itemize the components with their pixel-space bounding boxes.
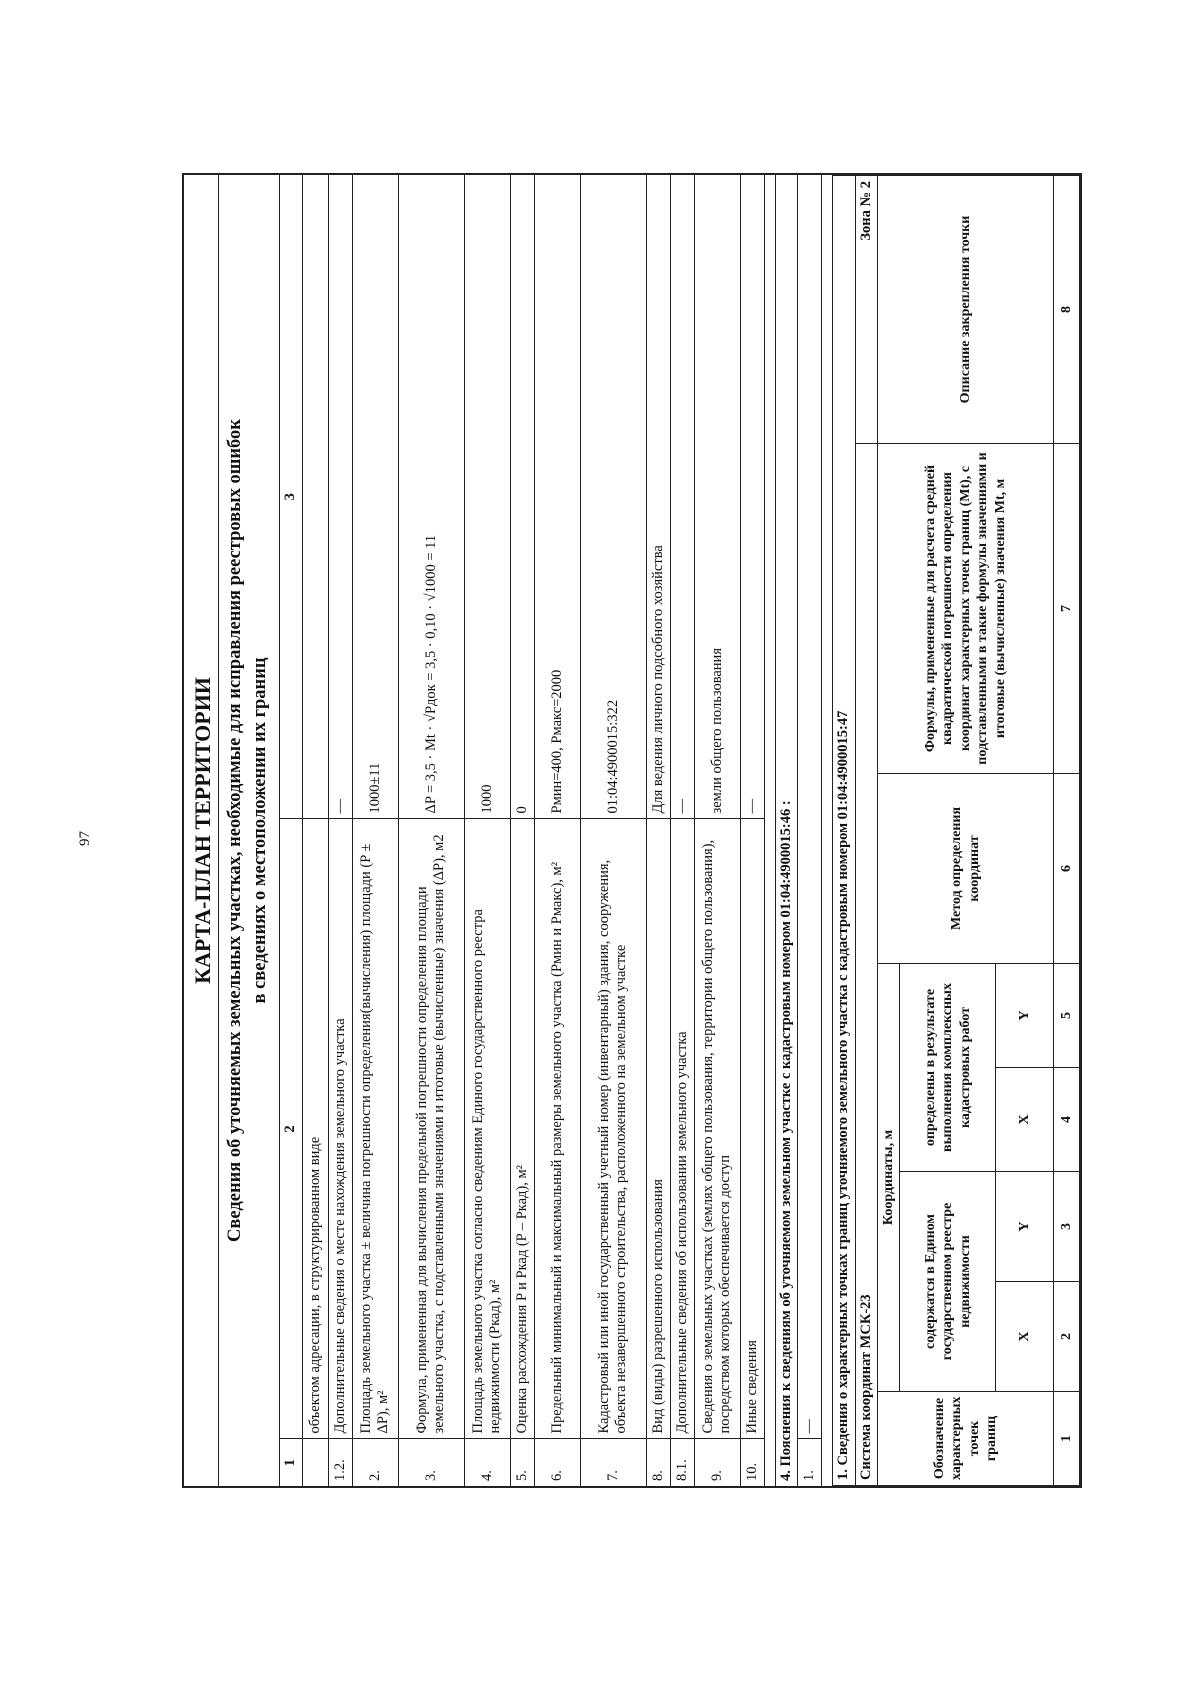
row-label: Вид (виды) разрешенного использования [646, 819, 670, 1439]
row-value [302, 174, 328, 819]
row-num: 3. [398, 1439, 464, 1487]
header-method: Метод определения координат [877, 774, 1054, 964]
row-num: 6. [534, 1439, 580, 1487]
row-value: земли общего пользования [694, 174, 740, 819]
row-value: Рмин=400, Рмакс=2000 [534, 174, 580, 819]
row-value: 0 [510, 174, 534, 819]
section-4-row-num: 1. [798, 1439, 822, 1487]
row-value: ΔP = 3,5 · Mt · √Pдок = 3,5 · 0,10 · √1000 = 11 [398, 174, 464, 819]
row-num: 8.1. [670, 1439, 694, 1487]
col-number-7: 7 [1054, 444, 1080, 774]
row-value: — [328, 174, 352, 819]
row-value: 1000±11 [352, 174, 398, 819]
row-label: объектом адресации, в структурированном виде [302, 819, 328, 1439]
document-title: КАРТА-ПЛАН ТЕРРИТОРИИ [183, 174, 219, 1487]
col-header-3: 3 [280, 174, 302, 819]
row-label: Площадь земельного участка согласно сведениям Единого государственного реестра недвижимости (Ркад), м² [464, 819, 510, 1439]
row-label: Дополнительные сведения о месте нахождения земельного участка [328, 819, 352, 1439]
col-number-8: 8 [1054, 176, 1080, 444]
header-coordinates: Координаты, м [877, 964, 900, 1392]
zone-label: Зона № 2 [855, 176, 877, 444]
row-num: 5. [510, 1439, 534, 1487]
col-header-1: 1 [280, 1439, 302, 1487]
row-num [302, 1439, 328, 1487]
header-designation: Обозначение характерных точек границ [877, 1392, 1054, 1486]
header-egrn: содержатся в Едином государственном реестре недвижимости [900, 1172, 996, 1392]
header-formula: Формулы, примененные для расчета средней квадратической погрешности определения координат характерных точек границ (Mt), с подставленными в такие формулы значениями и итоговые (вычисленные) значения Mt, м [877, 444, 1054, 774]
section-4-title: 4. Пояснения к сведениям об уточняемом земельном участке с кадастровым номером 01:04:4900015:46 : [775, 174, 797, 1487]
coordinate-system: Система координат МСК-23 [855, 444, 877, 1486]
header-x-complex: X [996, 1068, 1054, 1172]
points-table [833, 175, 1080, 1486]
page-number: 97 [77, 831, 93, 846]
row-value: Для ведения личного подсобного хозяйства [646, 174, 670, 819]
header-y-complex: Y [996, 964, 1054, 1068]
col-number-3: 3 [1054, 1172, 1080, 1282]
header-description: Описание закрепления точки [877, 176, 1054, 444]
rotated-document [182, 173, 1075, 1488]
col-number-4: 4 [1054, 1068, 1080, 1172]
header-x-egrn: X [996, 1282, 1054, 1392]
karta-plan-table [182, 173, 1082, 1488]
row-value: — [670, 174, 694, 819]
col-header-2: 2 [280, 819, 302, 1439]
row-num: 2. [352, 1439, 398, 1487]
row-num: 4. [464, 1439, 510, 1487]
col-number-2: 2 [1054, 1282, 1080, 1392]
subtitle-line-1: Сведения об уточняемых земельных участках, необходимые для исправления реестровых ошибок [225, 419, 246, 1242]
row-num: 10. [740, 1439, 764, 1487]
row-label: Предельный минимальный и максимальный размеры земельного участка (Рмин и Рмакс), м² [534, 819, 580, 1439]
row-num: 7. [580, 1439, 646, 1487]
section-4-row-value: — [798, 174, 822, 1439]
row-label: Площадь земельного участка ± величина погрешности определения(вычисления) площади (P ± ΔP), м² [352, 819, 398, 1439]
row-num: 8. [646, 1439, 670, 1487]
col-number-5: 5 [1054, 964, 1080, 1068]
row-value: 01:04:4900015:322 [580, 174, 646, 819]
row-value: — [740, 174, 764, 819]
row-label: Сведения о земельных участках (землях общего пользования, территории общего пользования), посредством которых обеспечивается доступ [694, 819, 740, 1439]
document-subtitle [219, 174, 280, 1487]
row-num: 1.2. [328, 1439, 352, 1487]
row-label: Дополнительные сведения об использовании земельного участка [670, 819, 694, 1439]
row-label: Кадастровый или иной государственный учетный номер (инвентарный) здания, сооружения, объекта незавершенного строительства, расположенного на земельном участке [580, 819, 646, 1439]
row-value: 1000 [464, 174, 510, 819]
subtitle-line-2: в сведениях о местоположении их границ [250, 657, 271, 1004]
row-label: Иные сведения [740, 819, 764, 1439]
col-number-6: 6 [1054, 774, 1080, 964]
row-label: Формула, примененная для вычисления предельной погрешности определения площади земельного участка, с подставленными значениями и итоговые (вычисленные) значения (ΔP), м2 [398, 819, 464, 1439]
points-section-title: 1. Сведения о характерных точках границ уточняемого земельного участка с кадастровым номером 01:04:4900015:47 [833, 176, 855, 1486]
row-num: 9. [694, 1439, 740, 1487]
header-complex: определены в результате выполнения комплексных кадастровых работ [900, 964, 996, 1172]
header-y-egrn: Y [996, 1172, 1054, 1282]
row-label: Оценка расхождения P и Ркад (P – Ркад), м² [510, 819, 534, 1439]
col-number-1: 1 [1054, 1392, 1080, 1486]
